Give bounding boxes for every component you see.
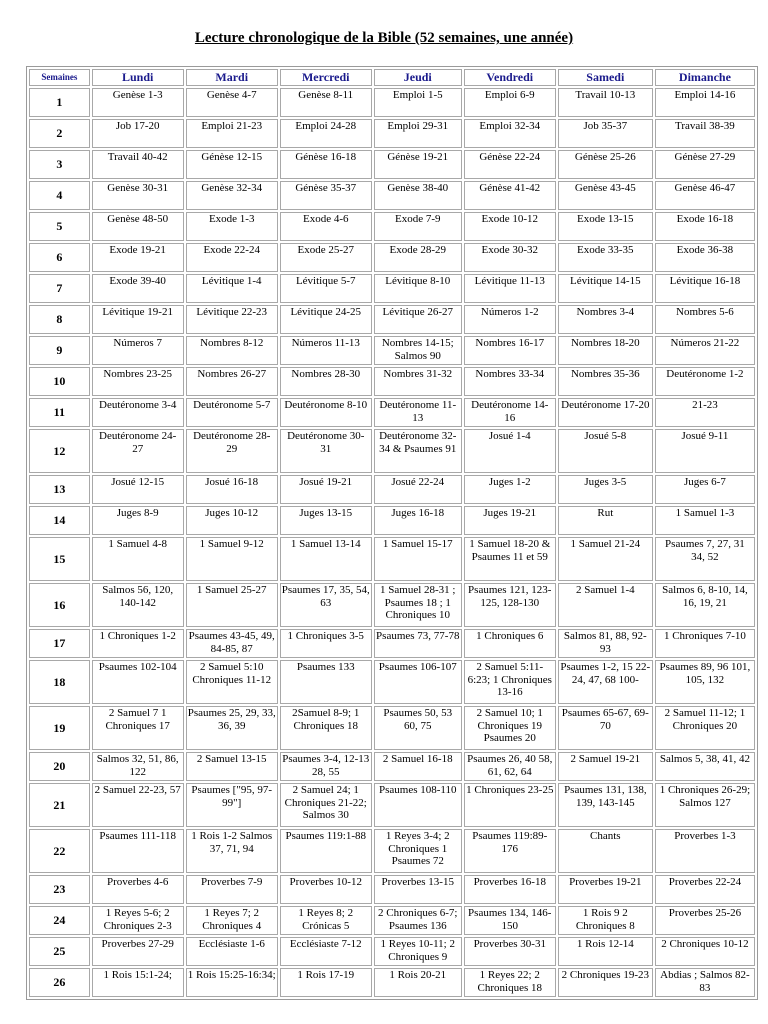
reading-cell: Números 1-2 bbox=[464, 305, 556, 334]
reading-cell: Genèse 8-11 bbox=[280, 88, 372, 117]
reading-cell: Psaumes 65-67, 69-70 bbox=[558, 706, 653, 750]
reading-cell: 1 Samuel 15-17 bbox=[374, 537, 462, 581]
reading-cell: Emploi 21-23 bbox=[186, 119, 278, 148]
reading-cell: Deutéronome 1-2 bbox=[655, 367, 755, 396]
reading-cell: 1 Reyes 22; 2 Chroniques 18 bbox=[464, 968, 556, 997]
reading-cell: Genèse 46-47 bbox=[655, 181, 755, 210]
reading-cell: Psaumes 89, 96 101, 105, 132 bbox=[655, 660, 755, 704]
reading-cell: 1 Reyes 5-6; 2 Chroniques 2-3 bbox=[92, 906, 184, 935]
reading-cell: 1 Samuel 9-12 bbox=[186, 537, 278, 581]
reading-cell: Génèse 25-26 bbox=[558, 150, 653, 179]
week-row bbox=[29, 243, 755, 272]
header-row bbox=[29, 69, 755, 86]
reading-cell: Josué 19-21 bbox=[280, 475, 372, 504]
reading-cell: Emploi 1-5 bbox=[374, 88, 462, 117]
reading-cell: Lévitique 24-25 bbox=[280, 305, 372, 334]
week-row bbox=[29, 88, 755, 117]
reading-cell: Exode 36-38 bbox=[655, 243, 755, 272]
reading-cell: Nombres 8-12 bbox=[186, 336, 278, 365]
reading-cell: Juges 13-15 bbox=[280, 506, 372, 535]
reading-cell: Deutéronome 24-27 bbox=[92, 429, 184, 473]
reading-cell: Lévitique 16-18 bbox=[655, 274, 755, 303]
reading-cell: Nombres 35-36 bbox=[558, 367, 653, 396]
week-number: 10 bbox=[29, 367, 90, 396]
week-number: 8 bbox=[29, 305, 90, 334]
reading-cell: 2Samuel 8-9; 1 Chroniques 18 bbox=[280, 706, 372, 750]
header-semaines: Semaines bbox=[29, 69, 90, 86]
header-day: Lundi bbox=[92, 69, 184, 86]
reading-cell: 1 Samuel 21-24 bbox=[558, 537, 653, 581]
reading-cell: Deutéronome 8-10 bbox=[280, 398, 372, 427]
reading-cell: Exode 4-6 bbox=[280, 212, 372, 241]
reading-cell: 1 Reyes 7; 2 Chroniques 4 bbox=[186, 906, 278, 935]
reading-cell: Proverbes 1-3 bbox=[655, 829, 755, 873]
reading-cell: Juges 8-9 bbox=[92, 506, 184, 535]
week-number: 1 bbox=[29, 88, 90, 117]
week-row bbox=[29, 752, 755, 781]
week-number: 26 bbox=[29, 968, 90, 997]
reading-cell: 1 Chroniques 3-5 bbox=[280, 629, 372, 658]
reading-cell: 2 Samuel 24; 1 Chroniques 21-22; Salmos 30 bbox=[280, 783, 372, 827]
reading-cell: 2 Chroniques 10-12 bbox=[655, 937, 755, 966]
reading-cell: Nombres 31-32 bbox=[374, 367, 462, 396]
reading-cell: Juges 19-21 bbox=[464, 506, 556, 535]
reading-cell: 1 Samuel 4-8 bbox=[92, 537, 184, 581]
reading-cell: Números 21-22 bbox=[655, 336, 755, 365]
week-number: 5 bbox=[29, 212, 90, 241]
reading-cell: Exode 19-21 bbox=[92, 243, 184, 272]
reading-cell: Deutéronome 32-34 & Psaumes 91 bbox=[374, 429, 462, 473]
reading-cell: Exode 16-18 bbox=[655, 212, 755, 241]
reading-cell: 1 Rois 9 2 Chroniques 8 bbox=[558, 906, 653, 935]
reading-cell: Juges 10-12 bbox=[186, 506, 278, 535]
reading-cell: Números 7 bbox=[92, 336, 184, 365]
reading-cell: Emploi 32-34 bbox=[464, 119, 556, 148]
reading-cell: Lévitique 1-4 bbox=[186, 274, 278, 303]
header-day: Jeudi bbox=[374, 69, 462, 86]
reading-cell: Psaumes ["95, 97-99"] bbox=[186, 783, 278, 827]
reading-cell: 1 Rois 17-19 bbox=[280, 968, 372, 997]
reading-cell: Proverbes 27-29 bbox=[92, 937, 184, 966]
reading-cell: Psaumes 25, 29, 33, 36, 39 bbox=[186, 706, 278, 750]
week-number: 25 bbox=[29, 937, 90, 966]
reading-cell: Genèse 1-3 bbox=[92, 88, 184, 117]
reading-cell: Deutéronome 14-16 bbox=[464, 398, 556, 427]
reading-cell: Exode 25-27 bbox=[280, 243, 372, 272]
week-row bbox=[29, 937, 755, 966]
reading-cell: 1 Chroniques 23-25 bbox=[464, 783, 556, 827]
reading-cell: 1 Rois 20-21 bbox=[374, 968, 462, 997]
reading-cell: Psaumes 134, 146-150 bbox=[464, 906, 556, 935]
reading-cell: Abdias ; Salmos 82-83 bbox=[655, 968, 755, 997]
reading-cell: Ecclésiaste 7-12 bbox=[280, 937, 372, 966]
reading-cell: Psaumes 17, 35, 54, 63 bbox=[280, 583, 372, 627]
week-number: 3 bbox=[29, 150, 90, 179]
reading-cell: 2 Samuel 13-15 bbox=[186, 752, 278, 781]
reading-cell: Genèse 32-34 bbox=[186, 181, 278, 210]
reading-cell: Psaumes 7, 27, 31 34, 52 bbox=[655, 537, 755, 581]
reading-cell: Emploi 6-9 bbox=[464, 88, 556, 117]
reading-cell: Psaumes 102-104 bbox=[92, 660, 184, 704]
reading-cell: Proverbes 16-18 bbox=[464, 875, 556, 904]
reading-cell: Deutéronome 17-20 bbox=[558, 398, 653, 427]
reading-cell: Psaumes 50, 53 60, 75 bbox=[374, 706, 462, 750]
week-row bbox=[29, 706, 755, 750]
reading-cell: Proverbes 13-15 bbox=[374, 875, 462, 904]
week-number: 14 bbox=[29, 506, 90, 535]
reading-cell: Salmos 5, 38, 41, 42 bbox=[655, 752, 755, 781]
reading-cell: Nombres 28-30 bbox=[280, 367, 372, 396]
reading-cell: 1 Chroniques 7-10 bbox=[655, 629, 755, 658]
reading-cell: 1 Samuel 13-14 bbox=[280, 537, 372, 581]
reading-cell: 1 Chroniques 1-2 bbox=[92, 629, 184, 658]
reading-cell: Juges 3-5 bbox=[558, 475, 653, 504]
page-title: Lecture chronologique de la Bible (52 semaines, une année) bbox=[194, 30, 574, 46]
reading-cell: Psaumes 3-4, 12-13 28, 55 bbox=[280, 752, 372, 781]
reading-cell: Proverbes 7-9 bbox=[186, 875, 278, 904]
week-number: 11 bbox=[29, 398, 90, 427]
reading-cell: Deutéronome 28-29 bbox=[186, 429, 278, 473]
reading-cell: Psaumes 121, 123-125, 128-130 bbox=[464, 583, 556, 627]
week-number: 21 bbox=[29, 783, 90, 827]
week-row bbox=[29, 274, 755, 303]
reading-cell: 1 Samuel 18-20 & Psaumes 11 et 59 bbox=[464, 537, 556, 581]
week-number: 7 bbox=[29, 274, 90, 303]
reading-cell: Psaumes 111-118 bbox=[92, 829, 184, 873]
reading-cell: 2 Chroniques 19-23 bbox=[558, 968, 653, 997]
week-row bbox=[29, 212, 755, 241]
week-number: 16 bbox=[29, 583, 90, 627]
reading-cell: Deutéronome 30-31 bbox=[280, 429, 372, 473]
reading-cell: Josué 5-8 bbox=[558, 429, 653, 473]
reading-cell: Travail 40-42 bbox=[92, 150, 184, 179]
reading-cell: Genèse 4-7 bbox=[186, 88, 278, 117]
week-number: 4 bbox=[29, 181, 90, 210]
reading-cell: Psaumes 119:1-88 bbox=[280, 829, 372, 873]
reading-cell: Proverbes 10-12 bbox=[280, 875, 372, 904]
week-row bbox=[29, 968, 755, 997]
reading-plan-table bbox=[26, 66, 758, 1000]
reading-cell: Chants bbox=[558, 829, 653, 873]
reading-cell: Nombres 5-6 bbox=[655, 305, 755, 334]
reading-cell: Números 11-13 bbox=[280, 336, 372, 365]
reading-cell: Salmos 6, 8-10, 14, 16, 19, 21 bbox=[655, 583, 755, 627]
week-row bbox=[29, 583, 755, 627]
reading-cell: Exode 28-29 bbox=[374, 243, 462, 272]
week-number: 6 bbox=[29, 243, 90, 272]
reading-cell: Travail 38-39 bbox=[655, 119, 755, 148]
reading-cell: Rut bbox=[558, 506, 653, 535]
reading-cell: Emploi 29-31 bbox=[374, 119, 462, 148]
reading-cell: Nombres 23-25 bbox=[92, 367, 184, 396]
week-row bbox=[29, 119, 755, 148]
reading-cell: 2 Samuel 11-12; 1 Chroniques 20 bbox=[655, 706, 755, 750]
reading-cell: Salmos 32, 51, 86, 122 bbox=[92, 752, 184, 781]
reading-cell: Exode 39-40 bbox=[92, 274, 184, 303]
reading-cell: Josué 9-11 bbox=[655, 429, 755, 473]
reading-cell: Exode 30-32 bbox=[464, 243, 556, 272]
reading-cell: 21-23 bbox=[655, 398, 755, 427]
week-row bbox=[29, 783, 755, 827]
reading-cell: Psaumes 131, 138, 139, 143-145 bbox=[558, 783, 653, 827]
reading-cell: Salmos 81, 88, 92-93 bbox=[558, 629, 653, 658]
week-number: 2 bbox=[29, 119, 90, 148]
reading-cell: Psaumes 26, 40 58, 61, 62, 64 bbox=[464, 752, 556, 781]
reading-cell: 1 Chroniques 6 bbox=[464, 629, 556, 658]
reading-cell: Psaumes 133 bbox=[280, 660, 372, 704]
week-row bbox=[29, 906, 755, 935]
reading-cell: 1 Samuel 28-31 ; Psaumes 18 ; 1 Chroniques 10 bbox=[374, 583, 462, 627]
reading-cell: 1 Rois 15:25-16:34; bbox=[186, 968, 278, 997]
reading-cell: Proverbes 22-24 bbox=[655, 875, 755, 904]
week-row bbox=[29, 875, 755, 904]
week-number: 20 bbox=[29, 752, 90, 781]
reading-cell: Lévitique 26-27 bbox=[374, 305, 462, 334]
reading-cell: Josué 12-15 bbox=[92, 475, 184, 504]
reading-cell: Genèse 38-40 bbox=[374, 181, 462, 210]
reading-cell: Psaumes 43-45, 49, 84-85, 87 bbox=[186, 629, 278, 658]
reading-cell: 1 Rois 1-2 Salmos 37, 71, 94 bbox=[186, 829, 278, 873]
reading-cell: Job 35-37 bbox=[558, 119, 653, 148]
reading-cell: Proverbes 19-21 bbox=[558, 875, 653, 904]
reading-cell: Nombres 18-20 bbox=[558, 336, 653, 365]
reading-cell: Genèse 48-50 bbox=[92, 212, 184, 241]
reading-cell: Génèse 16-18 bbox=[280, 150, 372, 179]
week-row bbox=[29, 429, 755, 473]
reading-cell: Josué 1-4 bbox=[464, 429, 556, 473]
reading-cell: Deutéronome 11-13 bbox=[374, 398, 462, 427]
reading-cell: Lévitique 14-15 bbox=[558, 274, 653, 303]
reading-cell: Psaumes 106-107 bbox=[374, 660, 462, 704]
reading-cell: Exode 33-35 bbox=[558, 243, 653, 272]
reading-cell: Lévitique 19-21 bbox=[92, 305, 184, 334]
reading-cell: Juges 16-18 bbox=[374, 506, 462, 535]
week-number: 9 bbox=[29, 336, 90, 365]
reading-cell: Emploi 24-28 bbox=[280, 119, 372, 148]
week-row bbox=[29, 829, 755, 873]
reading-cell: Nombres 14-15; Salmos 90 bbox=[374, 336, 462, 365]
reading-cell: 1 Reyes 3-4; 2 Chroniques 1 Psaumes 72 bbox=[374, 829, 462, 873]
reading-cell: Psaumes 73, 77-78 bbox=[374, 629, 462, 658]
reading-cell: Psaumes 119:89-176 bbox=[464, 829, 556, 873]
reading-cell: Génèse 41-42 bbox=[464, 181, 556, 210]
reading-cell: Travail 10-13 bbox=[558, 88, 653, 117]
week-row bbox=[29, 475, 755, 504]
reading-cell: Lévitique 11-13 bbox=[464, 274, 556, 303]
week-number: 24 bbox=[29, 906, 90, 935]
reading-cell: 2 Samuel 22-23, 57 bbox=[92, 783, 184, 827]
reading-cell: Génèse 19-21 bbox=[374, 150, 462, 179]
week-row bbox=[29, 506, 755, 535]
week-row bbox=[29, 181, 755, 210]
header-day: Samedi bbox=[558, 69, 653, 86]
week-number: 22 bbox=[29, 829, 90, 873]
reading-cell: Exode 1-3 bbox=[186, 212, 278, 241]
reading-cell: Exode 7-9 bbox=[374, 212, 462, 241]
reading-cell: Génèse 27-29 bbox=[655, 150, 755, 179]
reading-cell: Lévitique 8-10 bbox=[374, 274, 462, 303]
reading-cell: Psaumes 108-110 bbox=[374, 783, 462, 827]
reading-cell: Genèse 43-45 bbox=[558, 181, 653, 210]
reading-cell: 1 Reyes 8; 2 Crónicas 5 bbox=[280, 906, 372, 935]
week-number: 17 bbox=[29, 629, 90, 658]
reading-cell: Ecclésiaste 1-6 bbox=[186, 937, 278, 966]
reading-cell: Nombres 26-27 bbox=[186, 367, 278, 396]
reading-cell: 1 Rois 15:1-24; bbox=[92, 968, 184, 997]
header-day: Mardi bbox=[186, 69, 278, 86]
reading-cell: Génèse 12-15 bbox=[186, 150, 278, 179]
reading-cell: 2 Samuel 10; 1 Chroniques 19 Psaumes 20 bbox=[464, 706, 556, 750]
reading-cell: Proverbes 4-6 bbox=[92, 875, 184, 904]
reading-cell: Génèse 35-37 bbox=[280, 181, 372, 210]
week-row bbox=[29, 660, 755, 704]
reading-cell: Genèse 30-31 bbox=[92, 181, 184, 210]
reading-cell: 1 Reyes 10-11; 2 Chroniques 9 bbox=[374, 937, 462, 966]
reading-cell: Job 17-20 bbox=[92, 119, 184, 148]
reading-cell: 2 Samuel 7 1 Chroniques 17 bbox=[92, 706, 184, 750]
week-row bbox=[29, 398, 755, 427]
reading-cell: 2 Samuel 5:10 Chroniques 11-12 bbox=[186, 660, 278, 704]
week-number: 19 bbox=[29, 706, 90, 750]
reading-cell: 2 Samuel 1-4 bbox=[558, 583, 653, 627]
reading-cell: Deutéronome 3-4 bbox=[92, 398, 184, 427]
week-row bbox=[29, 305, 755, 334]
week-number: 13 bbox=[29, 475, 90, 504]
reading-cell: 1 Samuel 1-3 bbox=[655, 506, 755, 535]
reading-cell: 2 Samuel 16-18 bbox=[374, 752, 462, 781]
week-row bbox=[29, 367, 755, 396]
reading-cell: Josué 22-24 bbox=[374, 475, 462, 504]
header-day: Mercredi bbox=[280, 69, 372, 86]
reading-cell: Nombres 3-4 bbox=[558, 305, 653, 334]
header-day: Dimanche bbox=[655, 69, 755, 86]
reading-cell: Proverbes 30-31 bbox=[464, 937, 556, 966]
reading-cell: Lévitique 22-23 bbox=[186, 305, 278, 334]
reading-cell: 2 Samuel 5:11-6:23; 1 Chroniques 13-16 bbox=[464, 660, 556, 704]
week-number: 15 bbox=[29, 537, 90, 581]
week-row bbox=[29, 537, 755, 581]
reading-cell: 1 Chroniques 26-29; Salmos 127 bbox=[655, 783, 755, 827]
reading-cell: Nombres 33-34 bbox=[464, 367, 556, 396]
week-row bbox=[29, 629, 755, 658]
reading-cell: Deutéronome 5-7 bbox=[186, 398, 278, 427]
reading-cell: 2 Chroniques 6-7; Psaumes 136 bbox=[374, 906, 462, 935]
week-number: 18 bbox=[29, 660, 90, 704]
reading-cell: Proverbes 25-26 bbox=[655, 906, 755, 935]
reading-cell: Psaumes 1-2, 15 22-24, 47, 68 100- bbox=[558, 660, 653, 704]
reading-cell: Exode 10-12 bbox=[464, 212, 556, 241]
reading-cell: Juges 6-7 bbox=[655, 475, 755, 504]
reading-cell: 2 Samuel 19-21 bbox=[558, 752, 653, 781]
reading-cell: Emploi 14-16 bbox=[655, 88, 755, 117]
reading-cell: Nombres 16-17 bbox=[464, 336, 556, 365]
reading-cell: Salmos 56, 120, 140-142 bbox=[92, 583, 184, 627]
reading-cell: Josué 16-18 bbox=[186, 475, 278, 504]
reading-cell: Exode 22-24 bbox=[186, 243, 278, 272]
header-day: Vendredi bbox=[464, 69, 556, 86]
week-row bbox=[29, 150, 755, 179]
reading-cell: Génèse 22-24 bbox=[464, 150, 556, 179]
reading-cell: Exode 13-15 bbox=[558, 212, 653, 241]
reading-cell: Lévitique 5-7 bbox=[280, 274, 372, 303]
week-number: 12 bbox=[29, 429, 90, 473]
reading-cell: Juges 1-2 bbox=[464, 475, 556, 504]
week-row bbox=[29, 336, 755, 365]
reading-cell: 1 Samuel 25-27 bbox=[186, 583, 278, 627]
week-number: 23 bbox=[29, 875, 90, 904]
reading-cell: 1 Rois 12-14 bbox=[558, 937, 653, 966]
